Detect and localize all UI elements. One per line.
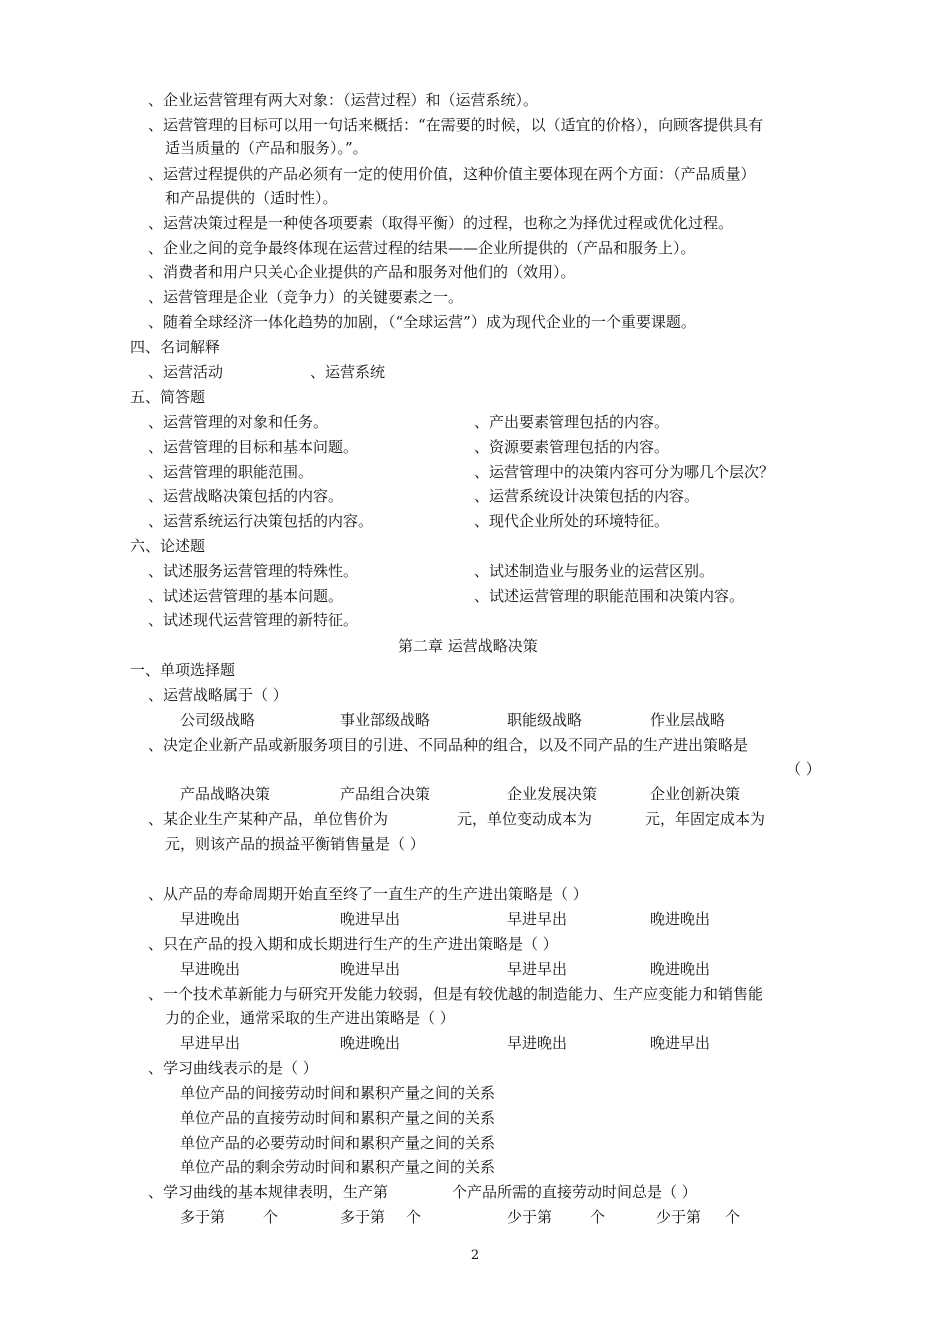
- question-right: 、资源要素管理包括的内容。: [474, 438, 670, 456]
- question-stem-part: 个产品所需的直接劳动时间总是（ ）: [452, 1183, 697, 1201]
- option-d: 晚进晚出: [650, 910, 711, 928]
- option-c: 职能级战略: [507, 711, 583, 729]
- question-right: 、运营管理中的决策内容可分为哪几个层次？: [474, 463, 775, 481]
- option-b: 晚进早出: [340, 960, 401, 978]
- option-b: 事业部级战略: [340, 711, 431, 729]
- chapter-title: 第二章 运营战略决策: [398, 637, 538, 655]
- option-c-suffix: 个: [590, 1208, 606, 1226]
- option-a: 早进早出: [180, 1034, 241, 1052]
- option-b: 单位产品的直接劳动时间和累积产量之间的关系: [180, 1109, 496, 1127]
- fill-item: 、企业之间的竞争最终体现在运营过程的结果——企业所提供的（产品和服务上）。: [148, 239, 696, 257]
- term-item: 、运营活动: [148, 363, 224, 381]
- section-heading: 六、论述题: [130, 537, 206, 555]
- question-right: 、试述制造业与服务业的运营区别。: [474, 562, 715, 580]
- question-left: 、运营战略决策包括的内容。: [148, 487, 344, 505]
- question-stem-part: 元，年固定成本为: [645, 810, 766, 828]
- option-c: 早进早出: [507, 960, 568, 978]
- question-left: 、试述运营管理的基本问题。: [148, 587, 344, 605]
- question-stem-part: 元，单位变动成本为: [457, 810, 593, 828]
- fill-item: 、企业运营管理有两大对象：（运营过程）和（运营系统）。: [148, 91, 539, 109]
- question-stem: 、只在产品的投入期和成长期进行生产的生产进出策略是（ ）: [148, 935, 558, 953]
- section-heading: 一、单项选择题: [130, 661, 236, 679]
- option-a: 早进晚出: [180, 910, 241, 928]
- option-a-suffix: 个: [263, 1208, 279, 1226]
- option-c: 单位产品的必要劳动时间和累积产量之间的关系: [180, 1134, 496, 1152]
- question-right: 、试述运营管理的职能范围和决策内容。: [474, 587, 745, 605]
- option-a: 产品战略决策: [180, 785, 271, 803]
- option-b: 晚进晚出: [340, 1034, 401, 1052]
- option-d-prefix: 少于第: [656, 1208, 702, 1226]
- fill-item-cont: 和产品提供的（适时性）。: [165, 189, 338, 207]
- question-stem: 、一个技术革新能力与研究开发能力较弱，但是有较优越的制造能力、生产应变能力和销售能: [148, 985, 764, 1003]
- question-stem: 、从产品的寿命周期开始直至终了一直生产的生产进出策略是（ ）: [148, 885, 588, 903]
- option-c: 企业发展决策: [507, 785, 598, 803]
- question-left: 、运营管理的目标和基本问题。: [148, 438, 359, 456]
- question-stem-part: 力的企业，通常采取的生产进出策略是（ ）: [165, 1009, 455, 1027]
- option-d: 作业层战略: [650, 711, 726, 729]
- fill-item: 、运营决策过程是一种使各项要素（取得平衡）的过程，也称之为择优过程或优化过程。: [148, 214, 734, 232]
- option-a: 公司级战略: [180, 711, 256, 729]
- option-d: 企业创新决策: [650, 785, 741, 803]
- fill-item: 、消费者和用户只关心企业提供的产品和服务对他们的（效用）。: [148, 263, 576, 281]
- section-heading: 五、简答题: [130, 388, 206, 406]
- question-stem: 、某企业生产某种产品，单位售价为: [148, 810, 389, 828]
- option-a: 单位产品的间接劳动时间和累积产量之间的关系: [180, 1084, 496, 1102]
- section-heading: 四、名词解释: [130, 338, 221, 356]
- option-a-prefix: 多于第: [180, 1208, 226, 1226]
- option-b-suffix: 个: [406, 1208, 422, 1226]
- option-d: 晚进早出: [650, 1034, 711, 1052]
- option-c-prefix: 少于第: [507, 1208, 553, 1226]
- option-d: 单位产品的剩余劳动时间和累积产量之间的关系: [180, 1158, 496, 1176]
- question-stem: 、运营战略属于（ ）: [148, 686, 288, 704]
- question-right: 、产出要素管理包括的内容。: [474, 413, 670, 431]
- question-left: 、试述服务运营管理的特殊性。: [148, 562, 359, 580]
- option-c: 早进早出: [507, 910, 568, 928]
- fill-item: 、运营管理是企业（竞争力）的关键要素之一。: [148, 288, 464, 306]
- question-stem: 、决定企业新产品或新服务项目的引进、不同品种的组合，以及不同产品的生产进出策略是: [148, 736, 749, 754]
- fill-item: 、运营过程提供的产品必须有一定的使用价值，这种价值主要体现在两个方面：（产品质量）: [148, 165, 756, 183]
- question-left: 、运营系统运行决策包括的内容。: [148, 512, 374, 530]
- term-item: 、运营系统: [310, 363, 386, 381]
- option-a: 早进晚出: [180, 960, 241, 978]
- page-number: 2: [470, 1248, 480, 1263]
- option-d: 晚进晚出: [650, 960, 711, 978]
- option-b-prefix: 多于第: [340, 1208, 386, 1226]
- answer-paren: （ ）: [786, 760, 821, 778]
- option-b: 晚进早出: [340, 910, 401, 928]
- option-d-suffix: 个: [725, 1208, 741, 1226]
- question-left: 、运营管理的职能范围。: [148, 463, 314, 481]
- option-c: 早进晚出: [507, 1034, 568, 1052]
- question-right: 、现代企业所处的环境特征。: [474, 512, 670, 530]
- question-left: 、运营管理的对象和任务。: [148, 413, 329, 431]
- question-stem: 、学习曲线表示的是（ ）: [148, 1059, 318, 1077]
- fill-item: 、随着全球经济一体化趋势的加剧，（“全球运营”）成为现代企业的一个重要课题。: [148, 313, 696, 331]
- fill-item: 、运营管理的目标可以用一句话来概括：“在需要的时候，以（适宜的价格），向顾客提供具有: [148, 116, 764, 134]
- option-b: 产品组合决策: [340, 785, 431, 803]
- question-left: 、试述现代运营管理的新特征。: [148, 611, 359, 629]
- question-stem: 、学习曲线的基本规律表明，生产第: [148, 1183, 389, 1201]
- question-right: 、运营系统设计决策包括的内容。: [474, 487, 700, 505]
- question-stem-part: 元，则该产品的损益平衡销售量是（ ）: [165, 835, 425, 853]
- fill-item-cont: 适当质量的（产品和服务）。”。: [165, 139, 368, 157]
